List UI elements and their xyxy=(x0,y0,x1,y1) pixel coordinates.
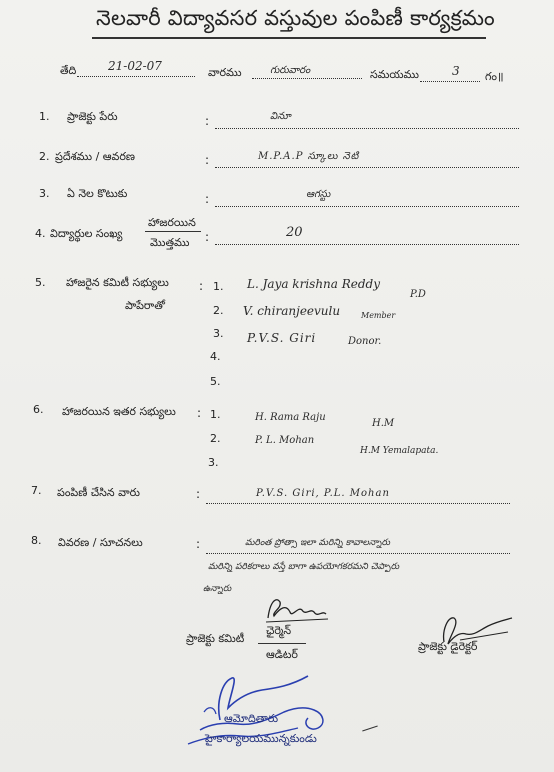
item-8-dotted-line xyxy=(206,553,510,554)
remarks-line-3: ఉన్నారు xyxy=(203,584,232,594)
item-6-label: హాజరయిన ఇతర సభ్యులు xyxy=(62,405,176,418)
item-5-colon: : xyxy=(199,279,204,293)
committee-label: ప్రాజెక్టు కమిటీ xyxy=(186,632,245,645)
remarks-line-1: మరింత ప్రోత్సా ఇలా మరిన్ని కావాలన్నారు xyxy=(245,538,391,548)
day-value: గురువారం xyxy=(270,65,311,76)
item-6-colon: : xyxy=(197,406,202,420)
item-4-label: విద్యార్థుల సంఖ్య xyxy=(50,227,123,240)
committee-member-5-index: 5. xyxy=(210,375,221,388)
date-label: తేది xyxy=(60,64,77,77)
other-member-3-index: 3. xyxy=(208,456,219,469)
day-label: వారము xyxy=(208,66,242,79)
item-1-number: 1. xyxy=(39,110,50,123)
item-1-label: ప్రాజెక్టు పేరు xyxy=(67,110,118,123)
director-label: ప్రాజెక్టు డైరెక్టర్ xyxy=(418,640,478,653)
time-value: 3 xyxy=(452,64,460,78)
committee-member-3-name: P.V.S. Giri xyxy=(247,331,317,345)
item-4-value: 20 xyxy=(286,225,303,240)
item-4-number: 4. xyxy=(35,227,46,240)
other-member-2-index: 2. xyxy=(210,432,221,445)
item-3-label: ఏ నెల కొటుకు xyxy=(67,187,128,200)
other-member-1-index: 1. xyxy=(210,408,221,421)
committee-member-2-name: V. chiranjeevulu xyxy=(243,304,341,318)
date-value: 21-02-07 xyxy=(108,59,162,73)
other-member-2-name: P. L. Mohan xyxy=(255,435,315,446)
item-7-label: పంపిణీ చేసిన వారు xyxy=(57,486,140,499)
chairman-signature xyxy=(262,592,332,628)
item-3-number: 3. xyxy=(39,187,50,200)
committee-member-2-index: 2. xyxy=(213,304,224,317)
item-1-value: వినూ xyxy=(270,111,291,122)
committee-member-1-role: P.D xyxy=(410,289,426,300)
day-dotted-line xyxy=(252,78,362,79)
item-2-label: ప్రదేశము / ఆవరణ xyxy=(55,150,135,163)
time-label: సమయము xyxy=(370,68,419,81)
item-4-dotted-line xyxy=(215,244,519,245)
treasurer-label: ఆమోదితారు xyxy=(224,712,279,725)
committee-member-1-name: L. Jaya krishna Reddy xyxy=(247,277,381,291)
item-8-number: 8. xyxy=(31,534,42,547)
auditor-label: ఆడిటర్ xyxy=(266,648,298,661)
item-7-number: 7. xyxy=(31,484,42,497)
item-2-number: 2. xyxy=(39,150,50,163)
committee-member-3-index: 3. xyxy=(213,327,224,340)
item-2-colon: : xyxy=(205,153,210,167)
date-dotted-line xyxy=(77,76,195,77)
item-8-colon: : xyxy=(196,537,201,551)
chairman-rule xyxy=(258,643,306,644)
item-3-dotted-line xyxy=(215,206,519,207)
committee-member-4-index: 4. xyxy=(210,350,221,363)
office-label: హైకార్యాలయమున్నకుండు xyxy=(205,732,317,745)
item-4-fraction-bar xyxy=(145,231,201,232)
committee-member-1-index: 1. xyxy=(213,280,224,293)
item-4-total-label: మొత్తము xyxy=(150,236,190,249)
item-2-dotted-line xyxy=(215,167,519,168)
remarks-line-2: మరిన్ని పరికరాలు వస్తే బాగా ఉపయోగకరమని చెప్పారు xyxy=(208,562,400,572)
item-5-number: 5. xyxy=(35,276,46,289)
item-3-colon: : xyxy=(205,192,210,206)
item-5-label: హాజరైన కమిటీ సభ్యులు xyxy=(66,276,169,289)
item-7-dotted-line xyxy=(206,503,510,504)
item-4-present-label: హాజరయిన xyxy=(148,216,196,229)
time-unit: గం॥ xyxy=(485,70,504,83)
item-6-number: 6. xyxy=(33,403,44,416)
other-member-1-name: H. Rama Raju xyxy=(255,412,326,423)
committee-member-3-role: Donor. xyxy=(348,336,382,347)
item-4-colon: : xyxy=(205,230,210,244)
item-2-value: M.P.A.P స్కూలు నెటి xyxy=(258,151,360,162)
item-7-colon: : xyxy=(196,487,201,501)
item-1-colon: : xyxy=(205,114,210,128)
other-member-1-role: H.M xyxy=(372,418,395,429)
item-1-dotted-line xyxy=(215,128,519,129)
other-member-2-role: H.M Yemalapata. xyxy=(360,446,439,456)
item-3-value: ఆగస్టు xyxy=(306,189,331,200)
form-title: నెలవారీ విద్యావసర వస్తువుల పంపిణీ కార్యక్రమం xyxy=(96,6,495,30)
item-8-label: వివరణ / సూచనలు xyxy=(58,536,143,549)
time-dotted-line xyxy=(420,81,480,82)
item-5-sublabel: పాపేరాతో xyxy=(125,299,165,312)
chairman-label: ఛైర్మెన్ xyxy=(266,624,292,637)
committee-member-2-role: Member xyxy=(361,311,396,320)
pen-mark xyxy=(362,726,378,732)
item-7-value: P.V.S. Giri, P.L. Mohan xyxy=(256,488,390,499)
title-underline xyxy=(92,37,486,39)
